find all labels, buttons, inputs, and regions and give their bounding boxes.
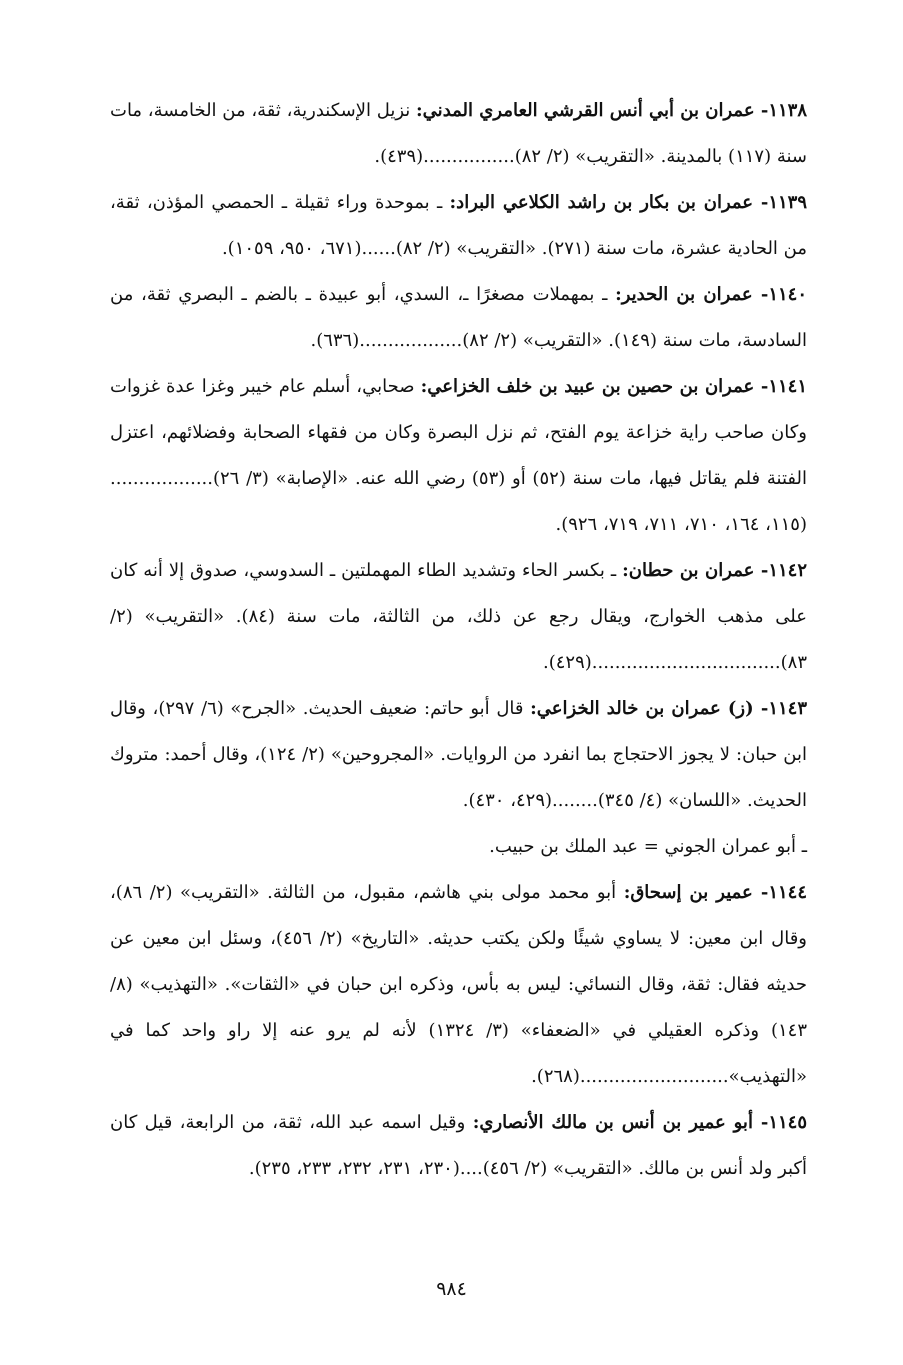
entry-1144 [110, 870, 807, 1100]
entry-heading: ١١٤٤- عمير بن إسحاق: [623, 882, 807, 903]
entry-1138 [110, 88, 807, 180]
entry-heading: ١١٣٩- عمران بن بكار بن راشد الكلاعي البراد: [449, 192, 808, 213]
entry-body: ـ بكسر الحاء وتشديد الطاء المهملتين ـ السدوسي، صدوق إلا أنه كان على مذهب الخوارج، ويقال رجع عن ذلك، من الثالثة، مات سنة (٨٤). «التقريب» (٢/ ٨٣).................................(٤٢٩). [110, 560, 808, 673]
entry-body: ـ بمهملات مصغرًا ـ، السدي، أبو عبيدة ـ بالضم ـ البصري ثقة، من السادسة، مات سنة (١٤٩). «التقريب» (٢/ ٨٢)..................(٦٣٦). [110, 284, 807, 351]
entry-heading: ١١٤٢- عمران بن حطان: [622, 560, 807, 581]
entry-heading: ١١٣٨- عمران بن أبي أنس القرشي العامري المدني: [416, 100, 807, 121]
entry-1141 [110, 364, 807, 548]
page-number: ٩٨٤ [436, 1278, 467, 1300]
entry-body: أبو محمد مولى بني هاشم، مقبول، من الثالثة. «التقريب» (٢/ ٨٦)، وقال ابن معين: لا يساوي شيئًا ولكن يكتب حديثه. «التاريخ» (٢/ ٤٥٦)، وسئل ابن معين عن حديثه فقال: ثقة، وقال النسائي: ليس به بأس، وذكره ابن حبان في «الثقات». «التهذيب» (٨/ ١٤٣) وذكره العقيلي في «الضعفاء» (٣/ ١٣٢٤) لأنه لم يرو عنه إلا راو واحد كما في «التهذيب»..........................(٢٦٨). [110, 882, 807, 1087]
entry-body: نزيل الإسكندرية، ثقة، من الخامسة، مات سنة (١١٧) بالمدينة. «التقريب» (٢/ ٨٢)................(٤٣٩). [110, 100, 807, 167]
entry-1140 [110, 272, 807, 364]
entry-body: وقيل اسمه عبد الله، ثقة، من الرابعة، قيل كان أكبر ولد أنس بن مالك. «التقريب» (٢/ ٤٥٦)....(٢٣٠، ٢٣١، ٢٣٢، ٢٣٣، ٢٣٥). [110, 1112, 807, 1179]
entry-body: ـ أبو عمران الجوني = عبد الملك بن حبيب. [489, 836, 807, 857]
entry-1143 [110, 686, 807, 824]
entry-heading: ١١٤٠- عمران بن الحدير: [615, 284, 808, 305]
entry-heading: ١١٤٥- أبو عمير بن أنس بن مالك الأنصاري: [472, 1112, 807, 1133]
biography-list [110, 88, 807, 1192]
entry-body: قال أبو حاتم: ضعيف الحديث. «الجرح» (٦/ ٢٩٧)، وقال ابن حبان: لا يجوز الاحتجاج بما انفرد من الروايات. «المجروحين» (٢/ ١٢٤)، وقال أحمد: متروك الحديث. «اللسان» (٤/ ٣٤٥)........(٤٢٩، ٤٣٠). [110, 698, 808, 811]
entry-1142 [110, 548, 807, 686]
entry-1139 [110, 180, 807, 272]
entry-1145 [110, 1100, 807, 1192]
entry-body: ـ بموحدة وراء ثقيلة ـ الحمصي المؤذن، ثقة، من الحادية عشرة، مات سنة (٢٧١). «التقريب» (٢/ ٨٢)......(٦٧١، ٩٥٠، ١٠٥٩). [110, 192, 807, 259]
kunya-cross-reference [110, 824, 807, 870]
entry-heading: ١١٤٣- (ز) عمران بن خالد الخزاعي: [530, 698, 807, 719]
entry-body: صحابي، أسلم عام خيبر وغزا عدة غزوات وكان صاحب راية خزاعة يوم الفتح، ثم نزل البصرة وكان من فقهاء الصحابة وفضلائهم، اعتزل الفتنة فلم يقاتل فيها، مات سنة (٥٢) أو (٥٣) رضي الله عنه. «الإصابة» (٣/ ٢٦)..................(١١٥، ١٦٤، ٧١٠، ٧١١، ٧١٩، ٩٢٦). [110, 376, 807, 535]
entry-heading: ١١٤١- عمران بن حصين بن عبيد بن خلف الخزاعي: [420, 376, 808, 397]
